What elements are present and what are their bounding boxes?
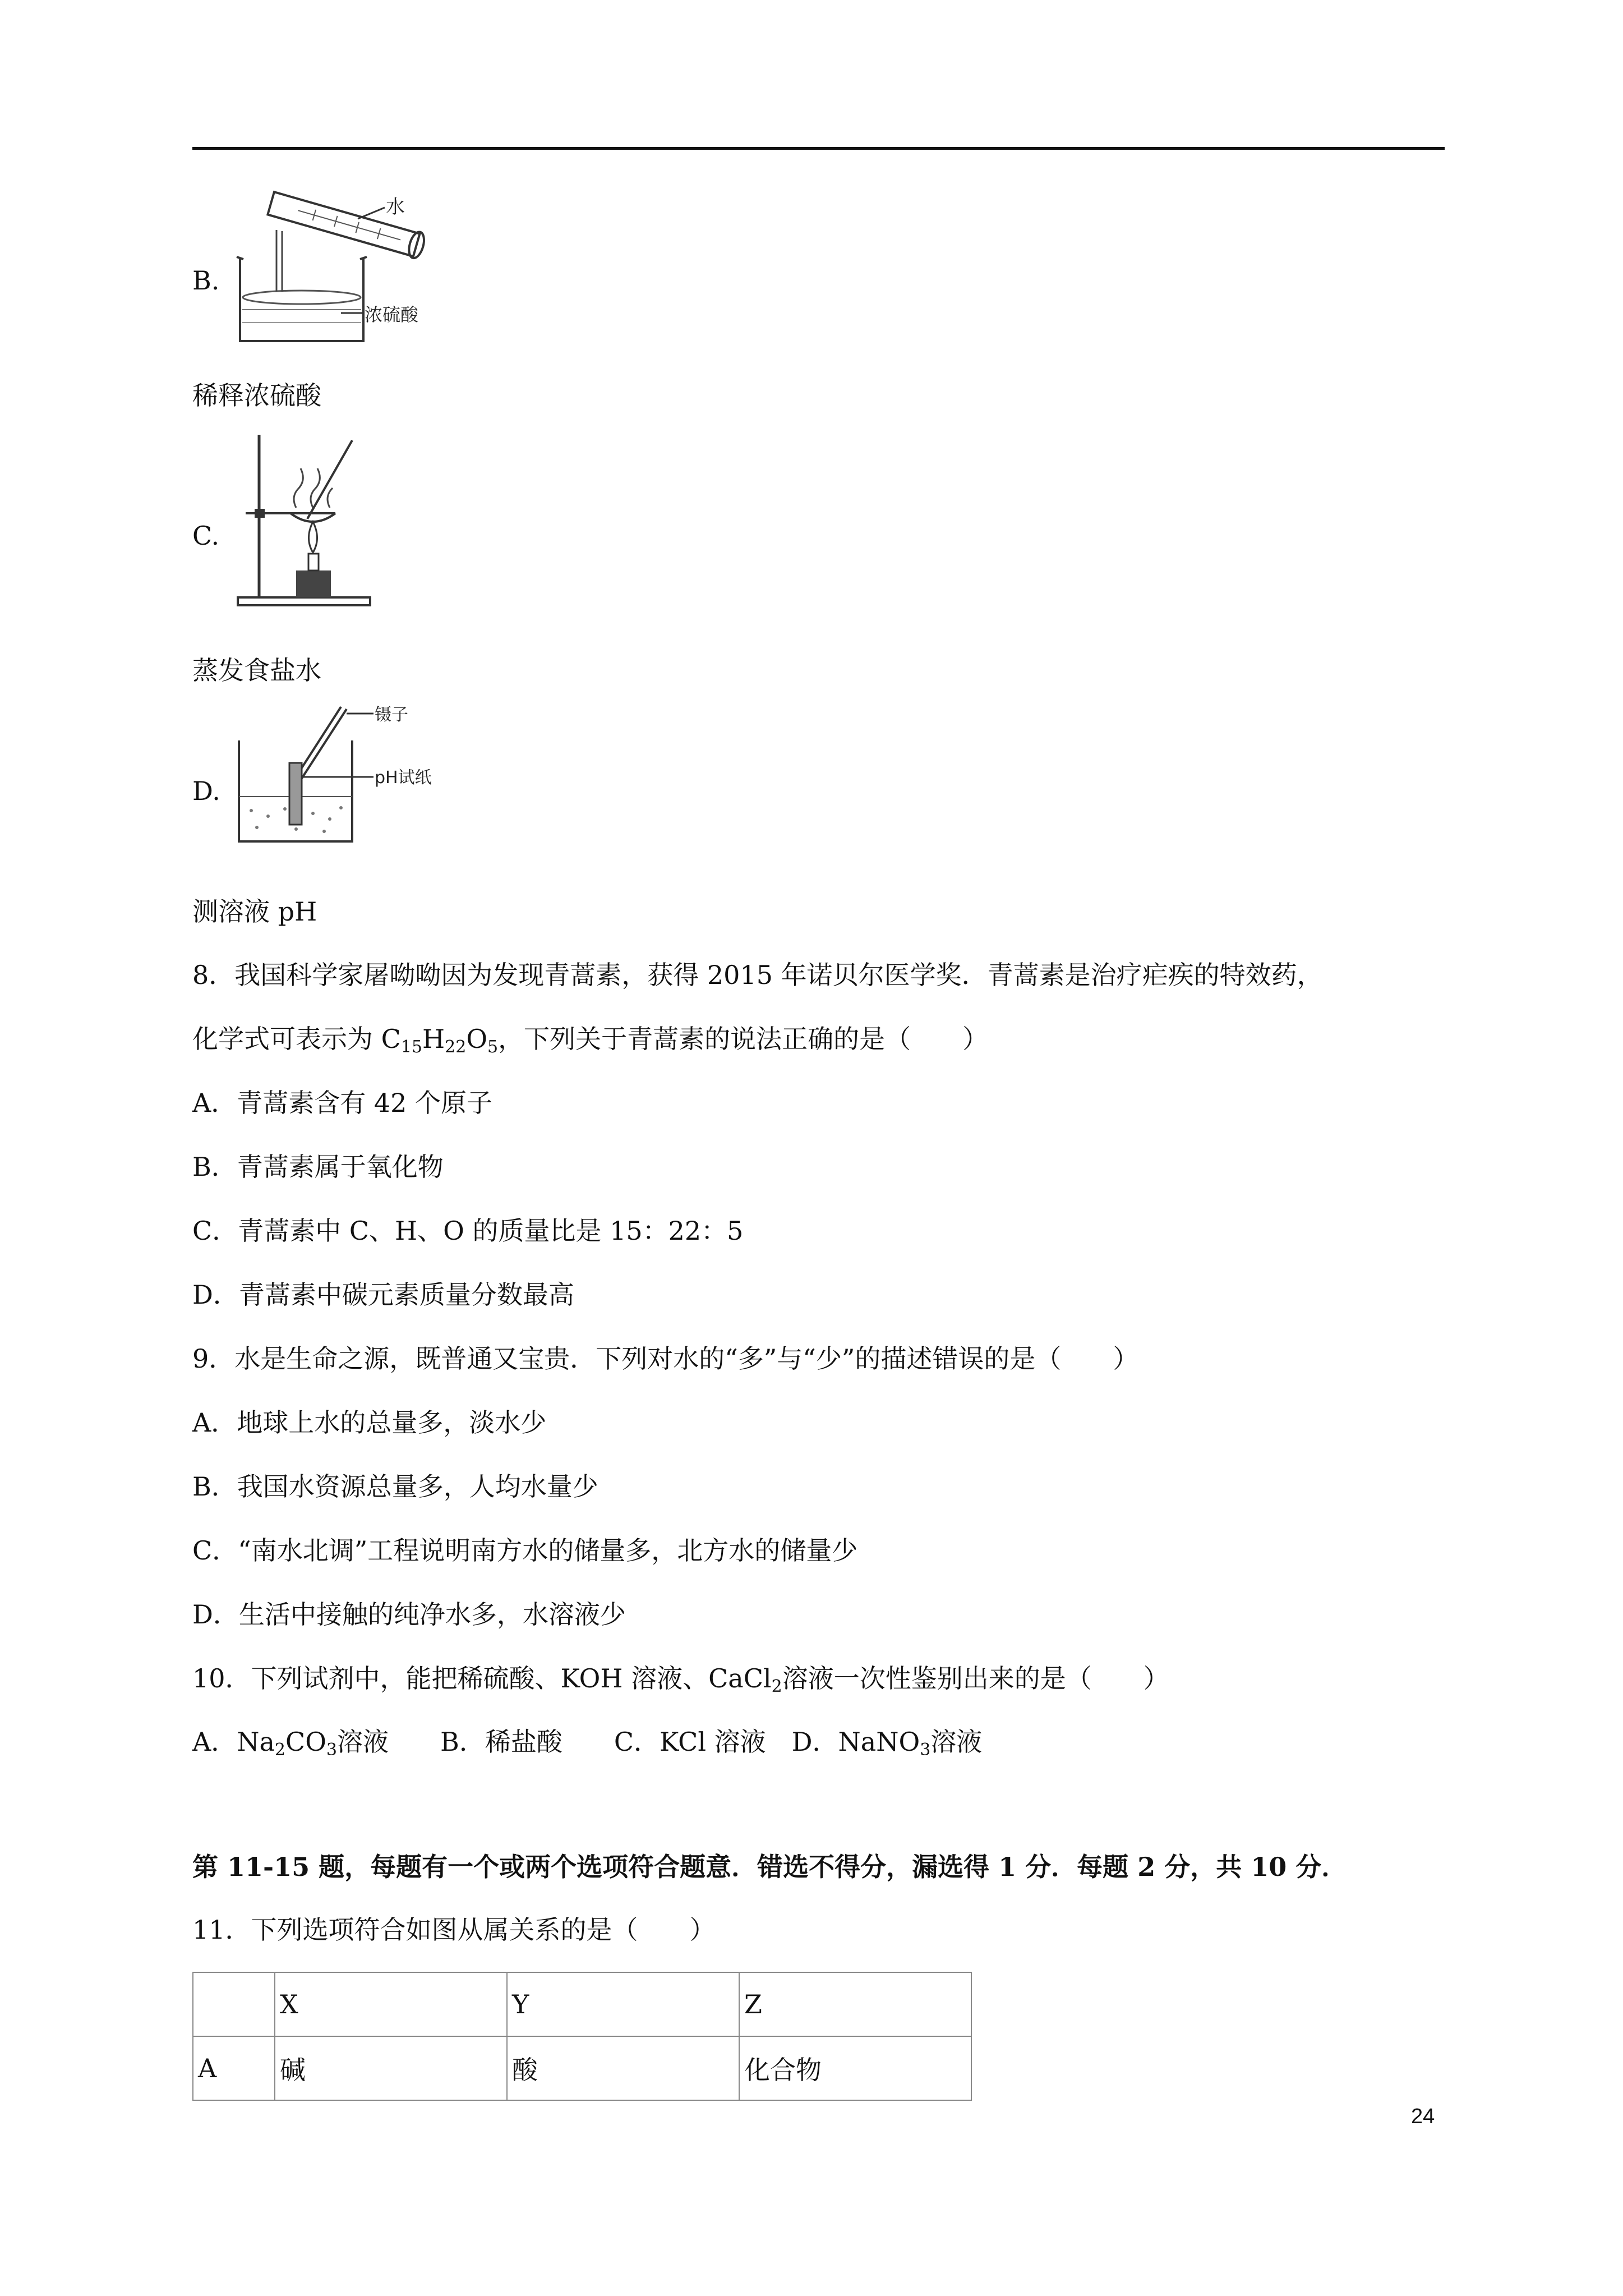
option-b-caption: 稀释浓硫酸 — [192, 380, 321, 411]
q8-stem-line1: 8．我国科学家屠呦呦因为发现青蒿素，获得 2015 年诺贝尔医学奖．青蒿素是治疗疟疾的特效药， — [192, 960, 1323, 990]
q10-stem: 10．下列试剂中，能把稀硫酸、KOH 溶液、CaCl$_2$溶液一次性鉴别出来的是（ ） — [192, 1663, 1169, 1696]
option-b-label: B. — [192, 265, 220, 296]
acid-label: 浓硫酸 — [365, 304, 419, 325]
table-cell: 酸 — [507, 2036, 739, 2100]
option-d-label: D. — [192, 776, 220, 806]
header-rule — [192, 147, 1445, 150]
q9-option-c: C．“南水北调”工程说明南方水的储量多，北方水的储量少 — [192, 1535, 858, 1566]
table-row — [193, 2036, 971, 2100]
q11-table — [192, 1972, 972, 2101]
table-cell: 化合物 — [739, 2036, 971, 2100]
water-label: 水 — [386, 196, 405, 218]
q8-option-d: D．青蒿素中碳元素质量分数最高 — [192, 1280, 574, 1310]
table-cell: Y — [507, 1972, 739, 2036]
page-number: 24 — [1411, 2105, 1435, 2128]
ph-test-figure — [234, 701, 432, 847]
q8-option-b: B．青蒿素属于氧化物 — [192, 1152, 444, 1182]
section-instruction: 第 11-15 题，每题有一个或两个选项符合题意．错选不得分，漏选得 1 分．每题 2 分，共 10 分． — [192, 1852, 1348, 1882]
dilute-acid-figure — [234, 191, 436, 348]
evaporation-figure — [234, 429, 375, 609]
q9-option-b: B．我国水资源总量多，人均水量少 — [192, 1471, 598, 1502]
table-cell — [193, 1972, 275, 2036]
q8-option-c: C．青蒿素中 C、H、O 的质量比是 15：22：5 — [192, 1216, 744, 1246]
q9-stem: 9．水是生命之源，既普通又宝贵．下列对水的“多”与“少”的描述错误的是（ ） — [192, 1343, 1139, 1374]
table-cell: A — [193, 2036, 275, 2100]
q9-option-d: D．生活中接触的纯净水多，水溶液少 — [192, 1599, 626, 1630]
q11-stem: 11．下列选项符合如图从属关系的是（ ） — [192, 1915, 716, 1945]
q10-options: A．$Na_2CO_3$溶液 B．稀盐酸 C．KCl 溶液 D．NaNO$_3$溶液 — [192, 1727, 983, 1760]
q8-stem-line2: 化学式可表示为 $C_{15}H_{22}O_5$，下列关于青蒿素的说法正确的是（ ） — [192, 1024, 989, 1057]
option-d-caption: 测溶液 pH — [192, 896, 317, 927]
table-cell: 碱 — [275, 2036, 507, 2100]
option-c-caption: 蒸发食盐水 — [192, 655, 321, 685]
q8-option-a: A．青蒿素含有 42 个原子 — [192, 1088, 492, 1118]
table-cell: Z — [739, 1972, 971, 2036]
table-header-row — [193, 1972, 971, 2036]
table-cell: X — [275, 1972, 507, 2036]
tweezers-label: 镊子 — [375, 705, 408, 725]
ph-paper-label: pH试纸 — [375, 768, 432, 788]
q9-option-a: A．地球上水的总量多，淡水少 — [192, 1407, 547, 1438]
option-c-label: C. — [192, 521, 220, 551]
